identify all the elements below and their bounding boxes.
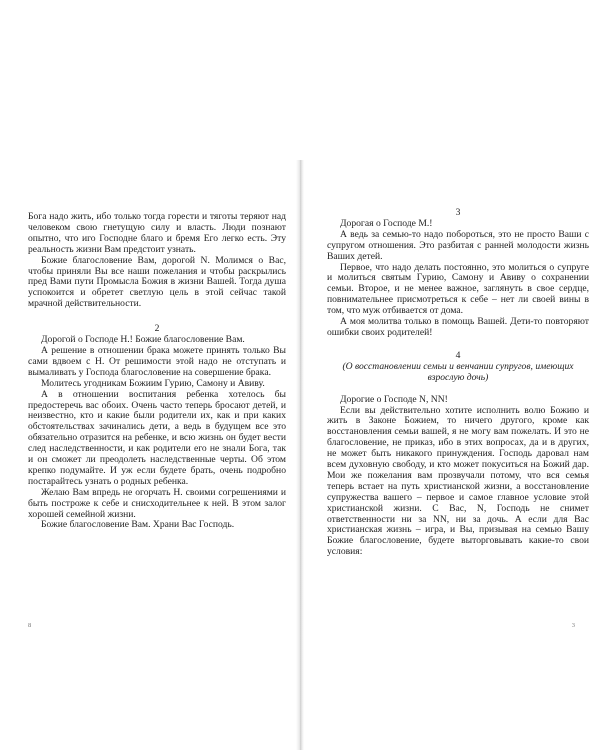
left-page [0, 0, 296, 750]
page-number: 8 [28, 622, 32, 629]
paragraph: Желаю Вам впредь не огорчать Н. своими согрешениями и быть построже к себе и снисходительнее к ней. В этом залог хорошей семейной жизни. [28, 486, 286, 520]
paragraph: А в отношении воспитания ребенка хотелось бы предостеречь вас обоих. Очень часто теперь бросают детей, и неизвестно, кто и какие были родители их, как и при каких обстоятельствах зачинались дети, а ведь в будущем все это обязательно отразится на ребенке, и всю жизнь он будет вести след наследственности, и как родители его не знали Бога, так и он сможет ли преодолеть наследственные черты. Об этом крепко подумайте. И уж если будете брать, очень подробно постарайтесь узнать о родных ребенка. [28, 388, 286, 487]
greeting: Дорогой о Господе Н.! Божие благословение Вам. [41, 334, 245, 346]
greeting: Дорогие о Господе N, NN! [340, 393, 448, 405]
greeting: Дорогая о Господе М.! [340, 217, 433, 229]
paragraph: Бога надо жить, ибо только тогда горести и тяготы теряют над человеком свою гнетущую силу и власть. Люди познают опытно, что иго Господне благо и бремя Его легко есть. Эту реальность жизни Вам предстоит узнать. [28, 211, 286, 255]
right-page [304, 0, 600, 750]
paragraph: Молитесь угодникам Божиим Гурию, Самону и Авиву. [41, 377, 265, 389]
section-number: 4 [455, 349, 461, 361]
section-number: 2 [154, 323, 160, 335]
paragraph: Если вы действительно хотите исполнить волю Божию и жить в Законе Божием, то ничего другого, кроме как восстановления семьи вашей, я не могу вам пожелать. И это не благословение, не приказ, ибо в этих вопросах, да и в других, не может быть никакого принуждения. Господь даровал нам всем духовную свободу, и кто может покуситься на Божий дар. Мои же пожелания вам прозвучали потому, что вся семья теперь встает на путь христианской жизни, а восстановление супружества вашего – первое и самое главное условие этой христианской жизни. С Вас, N, Господь не снимет ответственности ни за NN, ни за дочь. А если для Вас христианская жизнь – игра, и Вы, призывая на семью Вашу Божие благословение, будете выторговывать какие-то свои условия: [327, 404, 589, 558]
section-number: 3 [455, 207, 461, 218]
paragraph: А ведь за семью-то надо побороться, это не просто Ваши с супругом отношения. Это разбитая с ранней молодости жизнь Ваших детей. [327, 228, 589, 262]
book-gutter [296, 160, 304, 750]
right-page-text [327, 208, 589, 558]
paragraph: Божие благословение Вам, дорогой N. Молимся о Вас, чтобы приняли Вы все наши пожелания и чтобы раскрылись пред Вами пути Промысла Божия в жизни Вашей. Тогда душа успокоится и обретет светлую цель в этой сейчас такой мрачной действительности. [28, 254, 286, 310]
paragraph: Первое, что надо делать постоянно, это молиться о супруге и молиться святым Гурию, Самону и Авиву о сохранении семьи. Второе, и не менее важное, заглянуть в свое сердце, повнимательнее присмотреться к себе – нет ли своей вины в том, что муж отбивается от дома. [327, 261, 589, 317]
left-page-text [28, 212, 286, 531]
paragraph: Божие благословение Вам. Храни Вас Господь. [41, 519, 235, 531]
paragraph: А моя молитва только в помощь Вашей. Дети-то повторяют ошибки своих родителей! [327, 316, 589, 338]
paragraph: А решение в отношении брака можете принять только Вы сами вдвоем с Н. От решимости этой надо не отступать и вымаливать у Господа благословение на совершение брака. [28, 344, 286, 378]
section-subtitle: (О восстановлении семьи и венчании супругов, имеющих взрослую дочь) [342, 360, 574, 383]
page-number: 3 [571, 622, 575, 629]
